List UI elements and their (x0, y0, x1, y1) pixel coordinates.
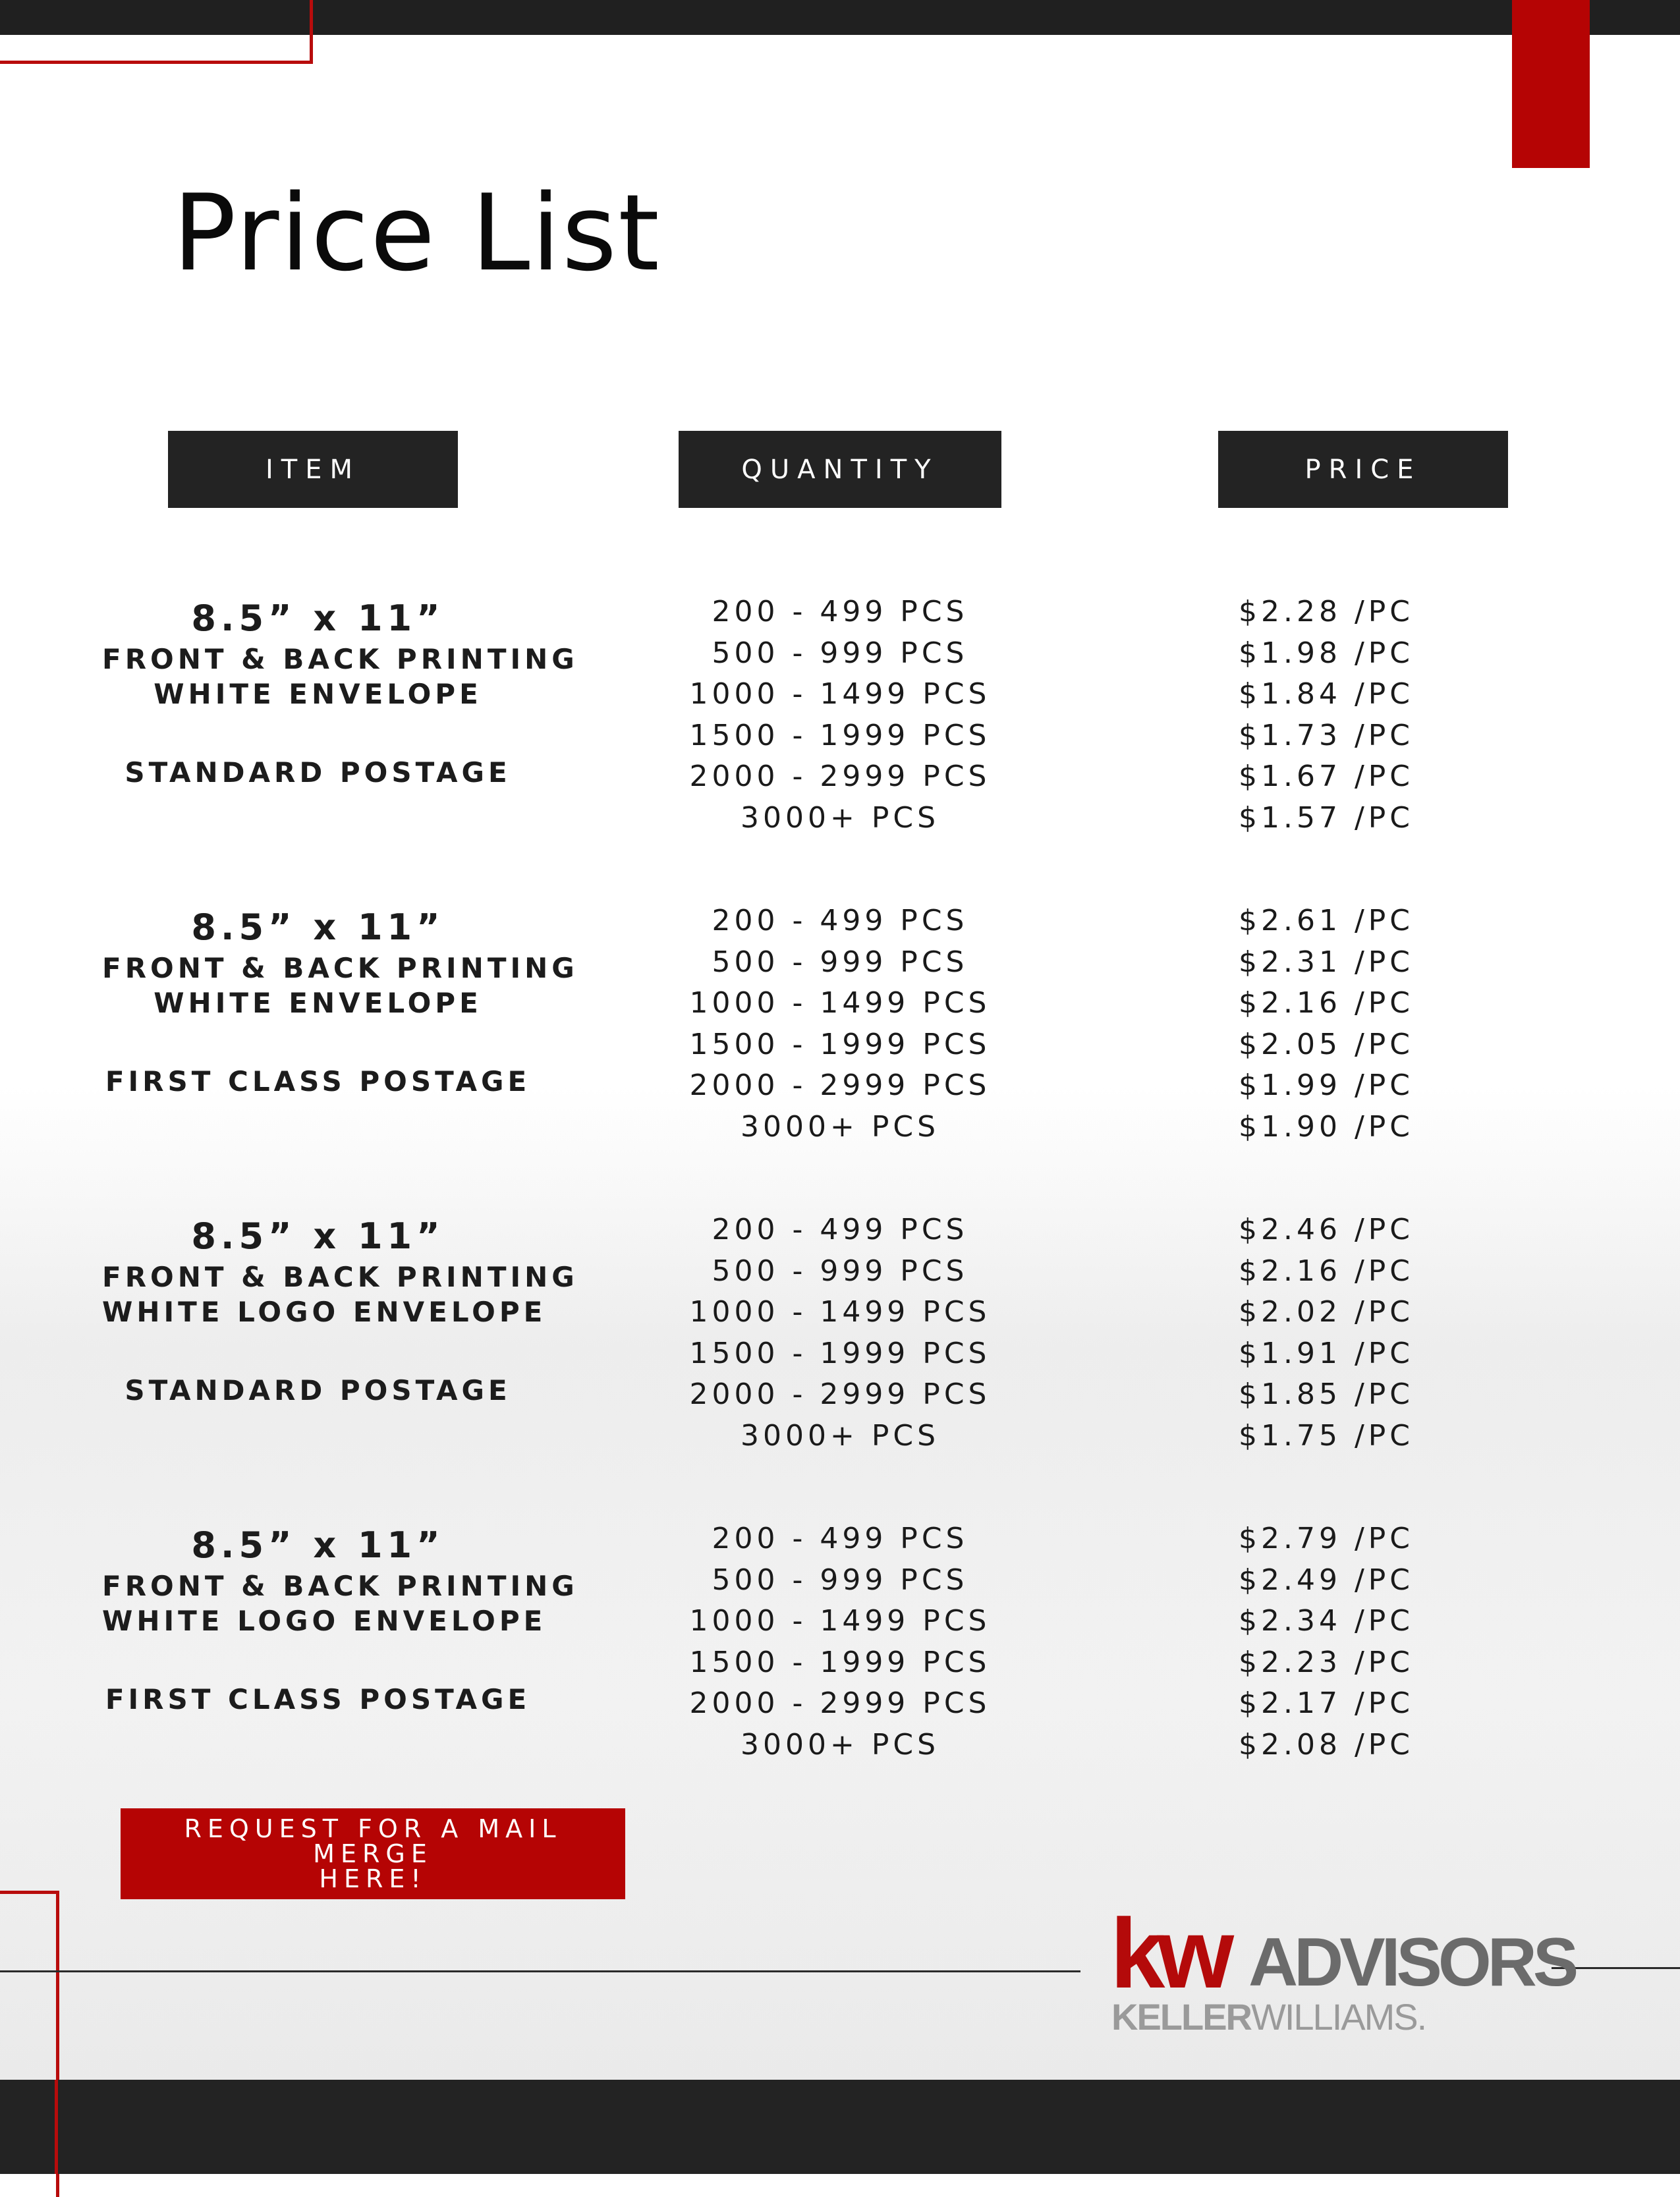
bottom-bar (0, 2080, 1680, 2174)
price-list (1239, 901, 1515, 1148)
kw-advisors-logo (1110, 1898, 1575, 2038)
item-envelope: WHITE LOGO ENVELOPE (102, 1605, 547, 1637)
page-title: Price List (173, 171, 661, 294)
mail-merge-request-button[interactable] (121, 1808, 625, 1899)
quantity-list (679, 592, 1001, 839)
price-list (1239, 592, 1515, 839)
bottom-red-line (55, 2080, 58, 2174)
price-tier: $2.79 /PC (1239, 1522, 1414, 1555)
quantity-tier: 1000 - 1499 PCS (689, 677, 991, 711)
item-postage: STANDARD POSTAGE (125, 756, 511, 789)
price-tier: $2.34 /PC (1239, 1604, 1414, 1638)
quantity-tier: 200 - 499 PCS (712, 1213, 968, 1246)
price-tier: $2.05 /PC (1239, 1027, 1414, 1061)
price-tier: $2.17 /PC (1239, 1686, 1414, 1721)
quantity-tier: 1000 - 1499 PCS (689, 986, 991, 1020)
quantity-tier: 200 - 499 PCS (712, 595, 968, 628)
item-printing: FRONT & BACK PRINTING (102, 643, 578, 675)
price-tier: $1.98 /PC (1239, 636, 1414, 670)
quantity-list (679, 901, 1001, 1148)
top-left-bar (0, 0, 310, 35)
quantity-tier: 2000 - 2999 PCS (689, 1686, 991, 1721)
price-tier: $2.49 /PC (1239, 1563, 1414, 1597)
item-postage: FIRST CLASS POSTAGE (105, 1683, 531, 1715)
item-envelope: WHITE ENVELOPE (154, 987, 482, 1019)
quantity-tier: 3000+ PCS (740, 1418, 939, 1453)
item-postage: STANDARD POSTAGE (125, 1374, 511, 1406)
price-tier: $2.28 /PC (1239, 595, 1414, 628)
price-tier: $1.99 /PC (1239, 1069, 1414, 1103)
logo-keller-williams (1111, 1997, 1426, 2037)
quantity-tier: 200 - 499 PCS (712, 904, 968, 937)
quantity-tier: 3000+ PCS (740, 800, 939, 835)
price-tier: $2.08 /PC (1239, 1727, 1414, 1762)
item-envelope: WHITE ENVELOPE (154, 678, 482, 710)
item-printing: FRONT & BACK PRINTING (102, 1570, 578, 1602)
quantity-tier: 1000 - 1499 PCS (689, 1604, 991, 1638)
logo-keller: KELLER (1111, 1996, 1251, 2038)
quantity-tier: 2000 - 2999 PCS (689, 1377, 991, 1412)
item-size: 8.5” x 11” (191, 1524, 445, 1566)
price-tier: $2.02 /PC (1239, 1295, 1414, 1329)
price-tier: $2.31 /PC (1239, 945, 1414, 979)
red-tab-accent (1512, 0, 1590, 168)
quantity-tier: 200 - 499 PCS (712, 1522, 968, 1555)
item-description (102, 596, 578, 790)
item-postage: FIRST CLASS POSTAGE (105, 1065, 531, 1098)
quantity-tier: 500 - 999 PCS (712, 636, 968, 670)
price-tier: $1.84 /PC (1239, 677, 1414, 711)
header-quantity: QUANTITY (679, 431, 1001, 508)
price-tier: $1.67 /PC (1239, 760, 1414, 794)
quantity-list (679, 1210, 1001, 1457)
price-tier: $1.73 /PC (1239, 718, 1414, 752)
quantity-tier: 1500 - 1999 PCS (689, 718, 991, 752)
logo-williams: WILLIAMS (1251, 1996, 1417, 2038)
price-list (1239, 1210, 1515, 1457)
logo-dot: . (1416, 1996, 1426, 2038)
price-tier: $1.57 /PC (1239, 800, 1414, 835)
quantity-tier: 1500 - 1999 PCS (689, 1336, 991, 1370)
item-description (102, 1213, 578, 1408)
cta-label-line2: HERE! (319, 1864, 427, 1893)
price-tier: $2.61 /PC (1239, 904, 1414, 937)
quantity-tier: 500 - 999 PCS (712, 945, 968, 979)
quantity-tier: 1500 - 1999 PCS (689, 1645, 991, 1679)
quantity-tier: 2000 - 2999 PCS (689, 1069, 991, 1103)
price-tier: $2.46 /PC (1239, 1213, 1414, 1246)
cta-label-line1: REQUEST FOR A MAIL MERGE (184, 1814, 562, 1868)
divider-line (0, 1970, 1080, 1972)
item-size: 8.5” x 11” (191, 598, 445, 639)
quantity-tier: 500 - 999 PCS (712, 1254, 968, 1288)
quantity-tier: 500 - 999 PCS (712, 1563, 968, 1597)
item-size: 8.5” x 11” (191, 906, 445, 948)
quantity-tier: 3000+ PCS (740, 1727, 939, 1762)
quantity-list (679, 1518, 1001, 1766)
quantity-tier: 2000 - 2999 PCS (689, 760, 991, 794)
item-size: 8.5” x 11” (191, 1215, 445, 1257)
header-price: PRICE (1218, 431, 1508, 508)
item-envelope: WHITE LOGO ENVELOPE (102, 1296, 547, 1328)
price-tier: $2.16 /PC (1239, 986, 1414, 1020)
price-tier: $1.91 /PC (1239, 1336, 1414, 1370)
quantity-tier: 3000+ PCS (740, 1109, 939, 1144)
quantity-tier: 1000 - 1499 PCS (689, 1295, 991, 1329)
price-tier: $1.85 /PC (1239, 1377, 1414, 1412)
price-tier: $2.23 /PC (1239, 1645, 1414, 1679)
item-printing: FRONT & BACK PRINTING (102, 952, 578, 984)
price-tier: $1.75 /PC (1239, 1418, 1414, 1453)
price-list (1239, 1518, 1515, 1766)
price-tier: $2.16 /PC (1239, 1254, 1414, 1288)
header-item: ITEM (168, 431, 458, 508)
item-description (102, 904, 578, 1099)
quantity-tier: 1500 - 1999 PCS (689, 1027, 991, 1061)
item-description (102, 1522, 578, 1717)
item-printing: FRONT & BACK PRINTING (102, 1261, 578, 1293)
logo-advisors-text: ADVISORS (1248, 1924, 1575, 2001)
price-tier: $1.90 /PC (1239, 1109, 1414, 1144)
kw-logo-mark: kw (1110, 1898, 1227, 2009)
